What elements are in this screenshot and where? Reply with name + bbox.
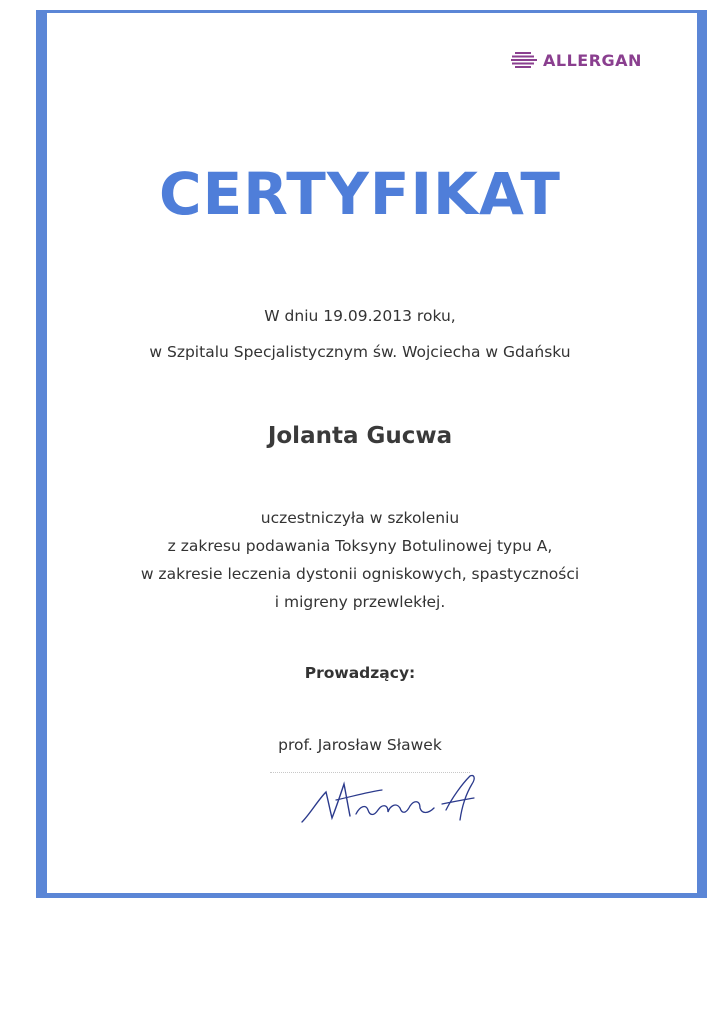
allergan-logo — [511, 49, 642, 71]
place-line: w Szpitalu Specjalistycznym św. Wojciecha w Gdańsku — [149, 343, 571, 361]
handwritten-signature — [296, 770, 486, 834]
instructor-label: Prowadzący: — [304, 664, 416, 682]
frame-border-bottom — [36, 893, 707, 898]
frame-border-top — [36, 10, 707, 13]
description-line-3: w zakresie leczenia dystonii ogniskowych, spastyczności — [140, 565, 580, 583]
participant-name: Jolanta Gucwa — [267, 423, 453, 449]
allergan-logo-text: ALLERGAN — [543, 50, 642, 70]
certificate-title: CERTYFIKAT — [159, 160, 561, 228]
description-line-1: uczestniczyła w szkoleniu — [260, 509, 460, 527]
allergan-logo-icon — [511, 52, 537, 68]
date-line: W dniu 19.09.2013 roku, — [264, 307, 456, 325]
frame-border-right — [697, 12, 707, 898]
frame-border-left — [36, 12, 47, 898]
description-line-4: i migreny przewlekłej. — [274, 593, 446, 611]
description-line-2: z zakresu podawania Toksyny Botulinowej typu A, — [167, 537, 553, 555]
instructor-name: prof. Jarosław Sławek — [278, 736, 442, 754]
